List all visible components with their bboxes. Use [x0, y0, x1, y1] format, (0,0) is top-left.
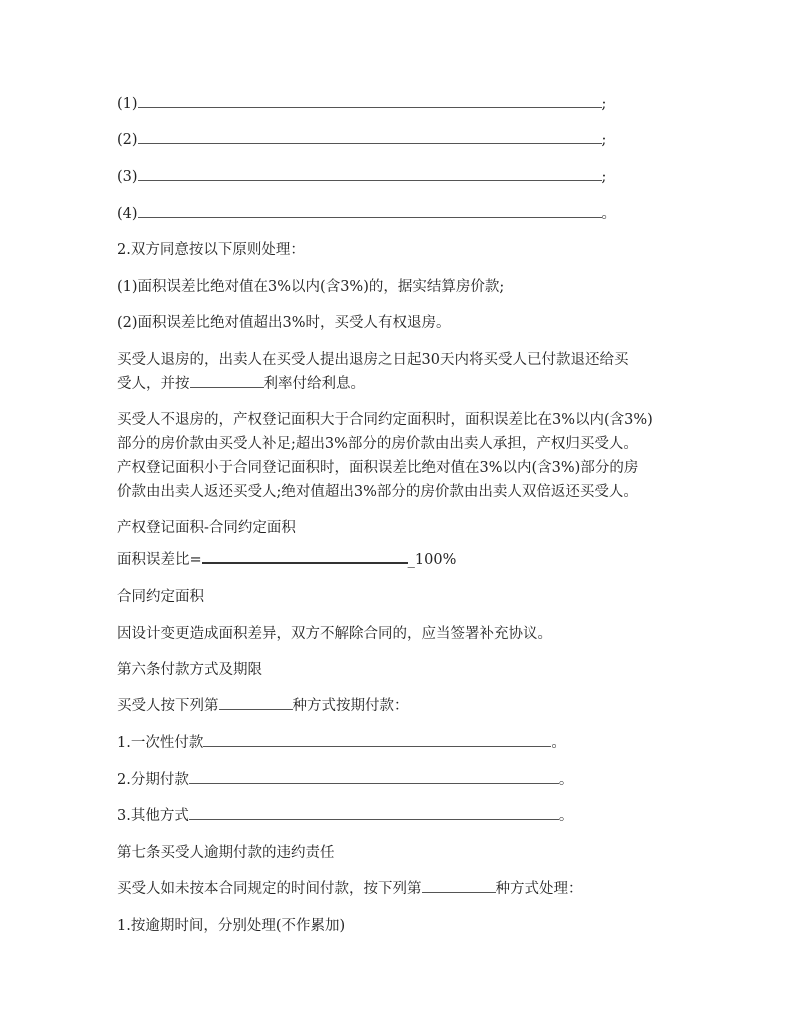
blank-label: (2): [117, 132, 138, 148]
blank-line-3: [117, 165, 606, 189]
blank-label: (3): [117, 169, 138, 185]
blank-end: 。: [601, 206, 617, 222]
article-7-text: 种方式处理：: [495, 881, 583, 897]
refund-text: 受人，并按: [117, 376, 190, 392]
article-7-intro: [117, 877, 583, 901]
blank-end: ;: [601, 132, 607, 148]
handling-method-blank[interactable]: [422, 877, 496, 893]
article-7-item-1: 1.按逾期时间，分别处理(不作累加): [117, 918, 346, 934]
formula-denominator: 合同约定面积: [117, 589, 204, 605]
formula-numerator: 产权登记面积-合同约定面积: [117, 520, 296, 536]
payment-method-2: [117, 768, 573, 792]
payment-method-blank[interactable]: [219, 694, 293, 710]
fill-blank[interactable]: [138, 165, 602, 181]
blank-end: ;: [601, 169, 607, 185]
payment-label: 2.分期付款: [117, 772, 189, 788]
rule-2: (2)面积误差比绝对值超出3%时，买受人有权退房。: [117, 315, 451, 331]
rule-1: (1)面积误差比绝对值在3%以内(含3%)的，据实结算房价款;: [117, 279, 505, 295]
design-change-text: 因设计变更造成面积差异，双方不解除合同的，应当签署补充协议。: [117, 626, 552, 642]
fill-blank[interactable]: [138, 128, 602, 144]
formula-left: 面积误差比=: [117, 552, 202, 568]
fill-blank[interactable]: [138, 202, 602, 218]
blank-line-4: [117, 202, 616, 226]
keep-paragraph-line-3: 产权登记面积小于合同登记面积时，面积误差比绝对值在3%以内(含3%)部分的房: [117, 460, 639, 476]
refund-paragraph-line-1: 买受人退房的，出卖人在买受人提出退房之日起30天内将买受人已付款退还给买: [117, 352, 629, 368]
rule-heading: 2.双方同意按以下原则处理：: [117, 242, 305, 258]
keep-paragraph-line-1: 买受人不退房的，产权登记面积大于合同约定面积时，面积误差比在3%以内(含3%): [117, 412, 653, 428]
refund-text: 利率付给利息。: [263, 376, 365, 392]
blank-line-1: [117, 92, 606, 116]
interest-rate-blank[interactable]: [190, 372, 264, 388]
article-6-text: 种方式按期付款：: [292, 698, 409, 714]
payment-label: 1.一次性付款: [117, 735, 204, 751]
article-6-intro: [117, 694, 409, 718]
fill-blank[interactable]: [203, 731, 551, 747]
fill-blank[interactable]: [189, 804, 559, 820]
article-7-title: 第七条买受人逾期付款的违约责任: [117, 845, 335, 861]
blank-label: (1): [117, 96, 138, 112]
blank-end: ;: [601, 96, 607, 112]
fraction-bar: [202, 551, 408, 564]
keep-paragraph-line-4: 价款由出卖人返还买受人;绝对值超出3%部分的房价款由出卖人双倍返还买受人。: [117, 484, 638, 500]
payment-method-1: [117, 731, 566, 755]
article-6-title: 第六条付款方式及期限: [117, 662, 262, 678]
payment-end: 。: [551, 735, 566, 751]
refund-paragraph-line-2: [117, 372, 365, 396]
payment-label: 3.其他方式: [117, 808, 189, 824]
payment-end: 。: [558, 808, 574, 824]
payment-method-3: [117, 804, 573, 828]
blank-line-2: [117, 128, 606, 152]
article-6-text: 买受人按下列第: [117, 698, 219, 714]
fill-blank[interactable]: [189, 768, 559, 784]
blank-label: (4): [117, 206, 138, 222]
keep-paragraph-line-2: 部分的房价款由买受人补足;超出3%部分的房价款由出卖人承担，产权归买受人。: [117, 436, 638, 452]
fill-blank[interactable]: [138, 92, 602, 108]
payment-end: 。: [558, 772, 574, 788]
formula-right: _100%: [407, 552, 457, 568]
article-7-text: 买受人如未按本合同规定的时间付款，按下列第: [117, 881, 422, 897]
formula-line: [117, 548, 456, 572]
